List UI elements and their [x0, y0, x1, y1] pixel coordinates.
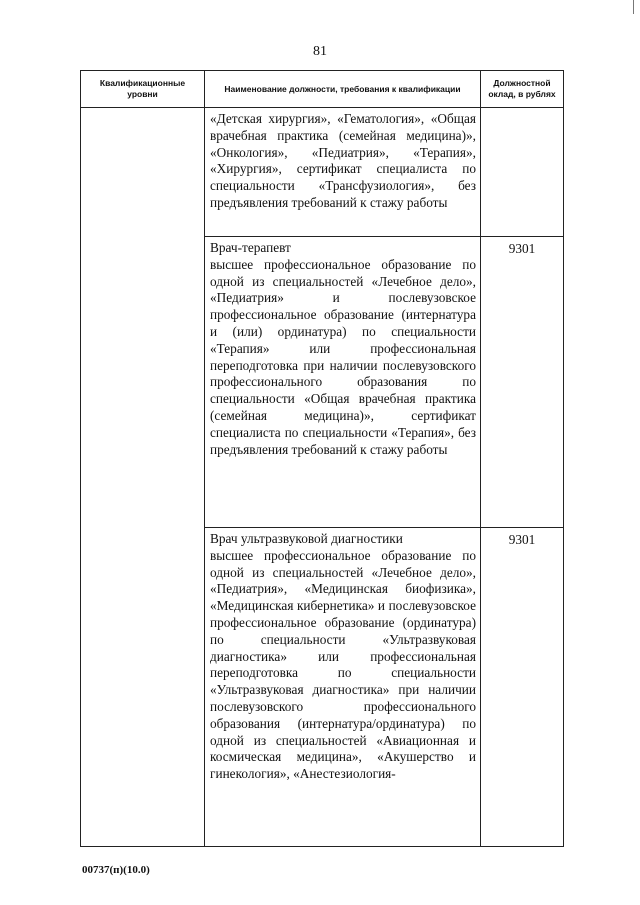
header-qualification-levels: Квалификационные уровни [81, 71, 205, 108]
position-title: Врач-терапевт [210, 240, 291, 255]
requirements-text: «Детская хирургия», «Гематология», «Общая врачебная практика (семейная медицина)», «Онкология», «Педиатрия», «Терапия», «Хирургия», сертификат специалиста по специальности «Трансфузиология», без предъявления требований к стажу работы [210, 111, 476, 210]
qualification-table [80, 70, 564, 847]
salary-cell: 9301 [481, 237, 564, 528]
requirements-text: высшее профессиональное образование по одной из специальностей «Лечебное дело», «Педиатрия», «Медицинская биофизика», «Медицинская кибернетика» и послевузовское профессиональное образование (ординатура) по специальности «Ультразвуковая диагностика» или профессиональная переподготовка по специальности «Ультразвуковая диагностика» при наличии послевузовского профессионального образования (интернатура/ординатура) по одной из специальностей «Авиационная и космическая медицина», «Акушерство и гинекология», «Анестезиология- [210, 547, 476, 782]
table-header-row [81, 71, 564, 108]
qualification-level-cell [81, 108, 205, 847]
table-row [81, 108, 564, 237]
requirements-cell [205, 528, 481, 847]
salary-cell [481, 108, 564, 237]
document-code: 00737(п)(10.0) [82, 864, 150, 876]
header-salary: Должностной оклад, в рублях [481, 71, 564, 108]
page-number: 81 [313, 44, 327, 59]
requirements-cell [205, 108, 481, 237]
page-edge-mark [625, 0, 634, 14]
position-title: Врач ультразвуковой диагностики [210, 531, 403, 546]
requirements-cell [205, 237, 481, 528]
salary-cell: 9301 [481, 528, 564, 847]
header-position-requirements: Наименование должности, требования к квалификации [205, 71, 481, 108]
requirements-text: высшее профессиональное образование по одной из специальностей «Лечебное дело», «Педиатрия» и послевузовское профессиональное образование (интернатура и (или) ординатура) по специальности «Терапия» или профессиональная переподготовка при наличии послевузовского профессионального образования по специальности «Общая врачебная практика (семейная медицина)», сертификат специалиста по специальности «Терапия», без предъявления требований к стажу работы [210, 256, 476, 457]
